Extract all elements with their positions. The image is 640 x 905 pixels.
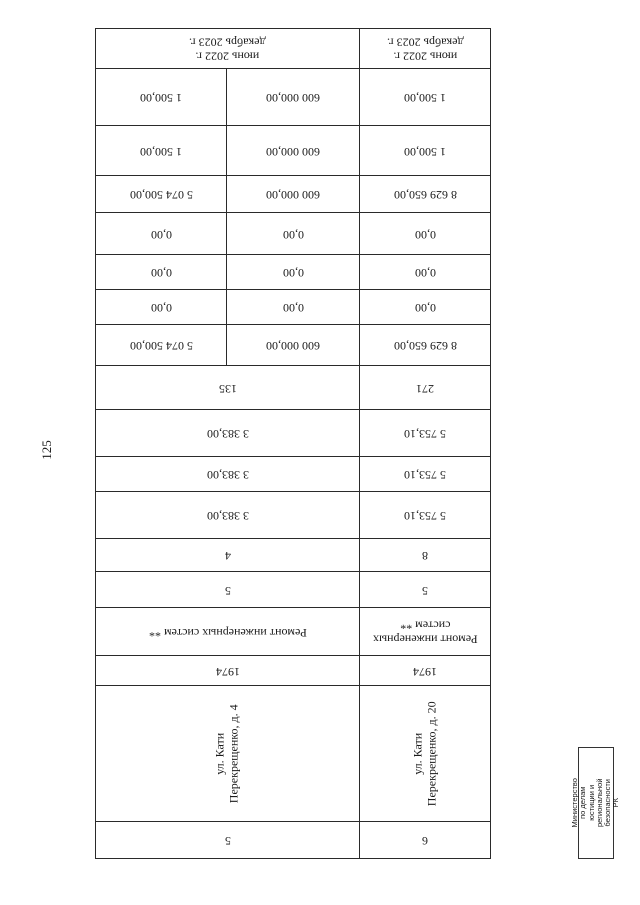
cell-period-left: июнь 2022 г. декабрь 2023 г. xyxy=(189,35,266,64)
cell-right-floors: 5 xyxy=(422,583,428,598)
cell-left-a2: 600 000,00 xyxy=(266,90,320,105)
cell-left-cost3: 3 383,00 xyxy=(206,508,249,523)
cell-left-b1: 1 500,00 xyxy=(140,144,182,159)
cell-right-work: Ремонт инженерных систем ** xyxy=(372,618,478,647)
cell-left-floors: 5 xyxy=(224,583,231,598)
cell-left-g2: 600 000,00 xyxy=(266,338,320,353)
cell-right-d: 0,00 xyxy=(414,227,436,242)
cell-left-d1: 0,00 xyxy=(150,227,172,242)
cell-right-a: 1 500,00 xyxy=(404,90,446,105)
cell-right-e: 0,00 xyxy=(414,265,436,280)
cell-left-c1: 5 074 500,00 xyxy=(129,187,193,202)
cell-left-num: 5 xyxy=(224,833,231,848)
cell-left-year: 1974 xyxy=(215,664,240,679)
cell-left-cost1: 3 383,00 xyxy=(206,426,249,441)
cell-right-cost3: 5 753,10 xyxy=(404,508,446,523)
cell-right-area: 271 xyxy=(416,381,434,396)
cell-left-a1: 1 500,00 xyxy=(140,90,182,105)
cell-left-floors-ent: 4 xyxy=(224,548,231,563)
cell-left-e1: 0,00 xyxy=(150,265,172,280)
cell-right-year: 1974 xyxy=(413,664,437,679)
cell-right-c: 8 629 650,00 xyxy=(393,187,457,202)
cell-right-num: 6 xyxy=(422,833,428,848)
cell-right-cost2: 5 753,10 xyxy=(404,467,446,482)
cell-right-address: ул. Кати Перекрещенко, д. 20 xyxy=(410,701,438,806)
table-border-right xyxy=(490,28,491,859)
cell-left-g1: 5 074 500,00 xyxy=(129,338,193,353)
stamp-line-1: Министерство по делам xyxy=(570,778,588,828)
stamp-line-2: юстиции и региональной xyxy=(586,778,604,828)
cell-left-address: ул. Кати Перекрещенко, д. 4 xyxy=(212,704,241,803)
cell-right-cost1: 5 753,10 xyxy=(404,426,446,441)
cell-left-d2: 0,00 xyxy=(282,227,304,242)
cell-right-g: 8 629 650,00 xyxy=(393,338,457,353)
cell-right-b: 1 500,00 xyxy=(404,144,446,159)
cell-left-c2: 600 000,00 xyxy=(266,187,320,202)
cell-left-e2: 0,00 xyxy=(282,265,304,280)
stamp-line-3: безопасности РК xyxy=(603,779,621,827)
cell-left-b2: 600 000,00 xyxy=(266,144,320,159)
cell-left-f1: 0,00 xyxy=(150,300,172,315)
ministry-stamp xyxy=(570,747,621,859)
cell-left-work: Ремонт инженерных систем ** xyxy=(148,625,307,640)
cell-left-cost2: 3 383,00 xyxy=(206,467,249,482)
cell-left-f2: 0,00 xyxy=(282,300,304,315)
cell-right-f: 0,00 xyxy=(414,300,436,315)
page-number: 125 xyxy=(39,440,54,460)
cell-left-area: 135 xyxy=(218,381,237,396)
cell-period-right: июнь 2022 г. декабрь 2023 г. xyxy=(386,35,464,64)
cell-right-floors-ent: 8 xyxy=(422,548,428,563)
